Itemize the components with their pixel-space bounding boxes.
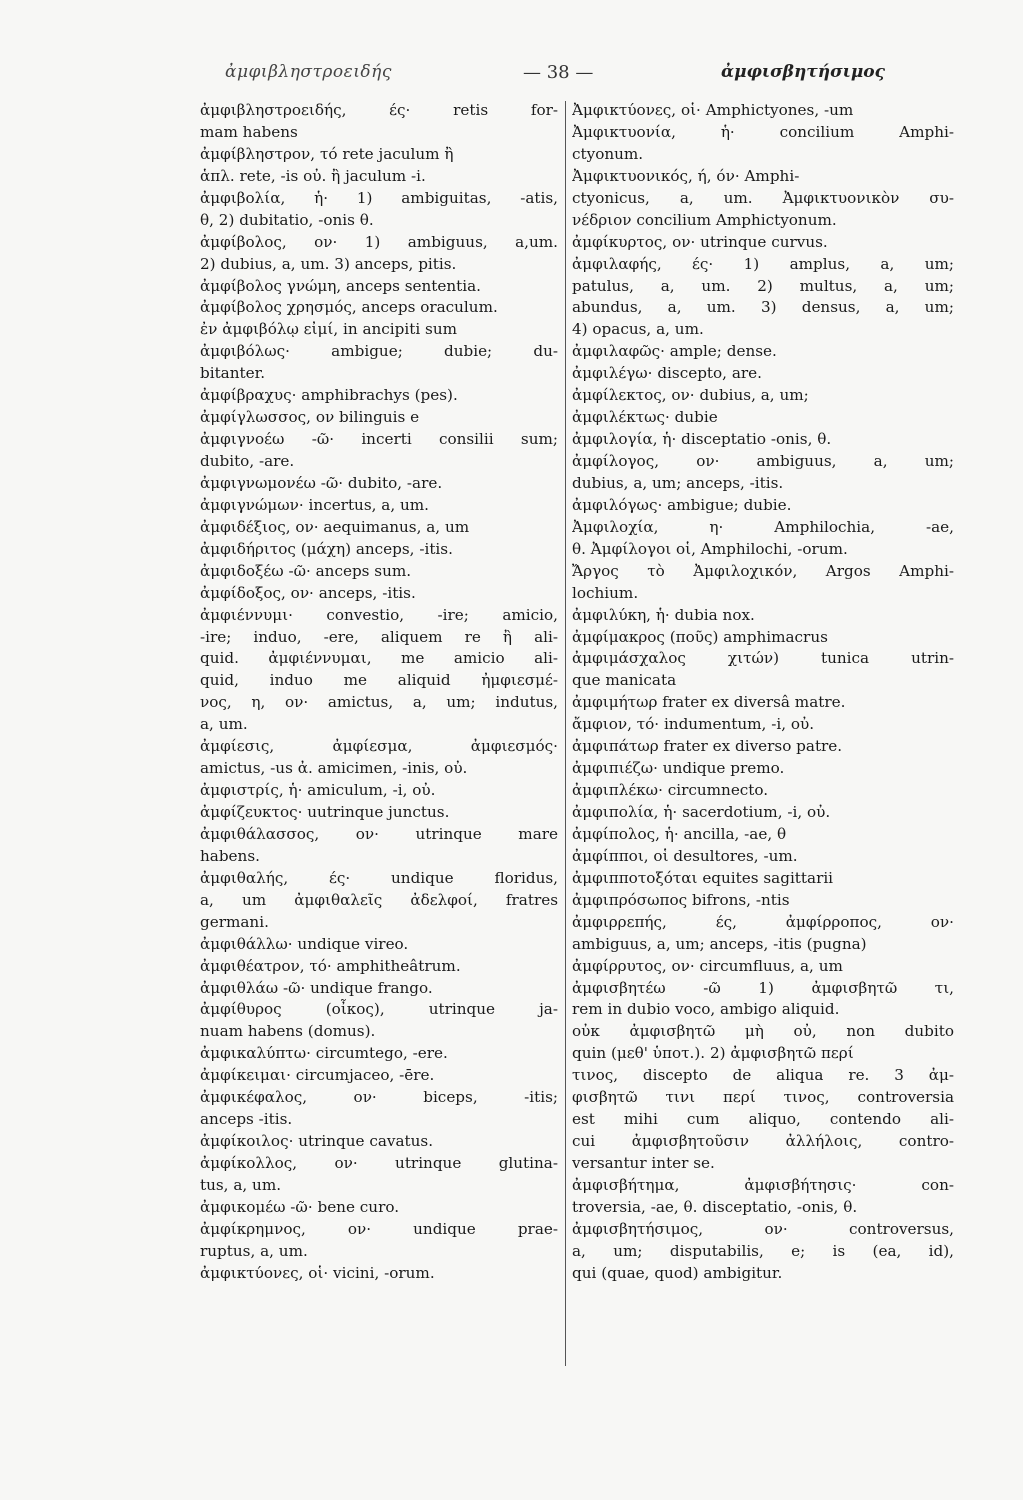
entry-line: ἀμφισβητήσιμος, ον· controversus,: [572, 1219, 954, 1238]
entry-line: 2) dubius, a, um. 3) anceps, pitis.: [200, 254, 457, 273]
entry-line: amictus, -us ἀ. amicimen, -inis, οὐ.: [200, 759, 468, 778]
entry-line: dubius, a, um; anceps, -itis.: [572, 473, 784, 492]
entry-line: habens.: [200, 846, 260, 865]
entry-line: abundus, a, um. 3) densus, a, um;: [572, 298, 954, 317]
entry-line: ἀμφίκυρτος, ον· utrinque curvus.: [572, 232, 828, 251]
entry-line: ἀμφιμάσχαλος χιτών) tunica utrin-: [572, 649, 954, 668]
entry-line: ἀμφιπρόσωπος bifrons, -ntis: [572, 890, 790, 909]
entry-line: ἀμφιγνωμονέω -ῶ· dubito, -are.: [200, 473, 443, 492]
entry-line: que manicata: [572, 671, 677, 690]
entry-line: ἀμφιρρεπής, ές, ἀμφίρροπος, ον·: [572, 912, 954, 931]
entry-line: ἀμφιλύκη, ἡ· dubia nox.: [572, 605, 755, 624]
entry-line: ἀμφίδοξος, ον· anceps, -itis.: [200, 583, 416, 602]
entry-line: ἀμφίβραχυς· amphibrachys (pes).: [200, 386, 458, 405]
entry-line: θ. Ἀμφίλογοι οἱ, Amphilochi, -orum.: [572, 539, 848, 558]
entry-line: ἀμφιπποτοξόται equites sagittarii: [572, 868, 834, 887]
entry-line: ἀμφιμήτωρ frater ex diversâ matre.: [572, 693, 846, 712]
entry-line: ἀμφιβόλως· ambigue; dubie; du-: [200, 342, 558, 361]
entry-line: ἀμφιπιέζω· undique premo.: [572, 759, 785, 778]
entry-line: ἀμφίβολος γνώμη, anceps sententia.: [200, 276, 482, 295]
entry-line: ctyonicus, a, um. Ἀμφικτυονικὸν συ-: [572, 188, 954, 207]
entry-line: patulus, a, um. 2) multus, a, um;: [572, 276, 954, 295]
entry-line: τινος, discepto de aliqua re. 3 ἀμ-: [572, 1066, 954, 1085]
entry-line: ἀμφιθάλλω· undique vireo.: [200, 934, 409, 953]
entry-line: ἀμφίπποι, οἱ desultores, -um.: [572, 846, 798, 865]
entry-line: ἀμφιλογία, ἡ· disceptatio -onis, θ.: [572, 430, 832, 449]
entry-line: ἀμφισβητέω -ῶ 1) ἀμφισβητῶ τι,: [572, 978, 954, 997]
right-column: [572, 100, 954, 1285]
entry-line: ἀμφιθαλής, ές· undique floridus,: [200, 868, 558, 887]
entry-line: ἀμφιβληστροειδής, ές· retis for-: [200, 101, 558, 119]
entry-line: ἀμφιγνώμων· incertus, a, um.: [200, 495, 429, 514]
page-number: — 38 —: [523, 62, 594, 83]
entry-line: ἀμφιδοξέω -ῶ· anceps sum.: [200, 561, 412, 580]
entry-line: ἀμφιπλέκω· circumnecto.: [572, 781, 769, 800]
entry-line: νέδριον concilium Amphictyonum.: [572, 210, 837, 229]
entry-line: nuam habens (domus).: [200, 1022, 376, 1041]
entry-line: qui (quae, quod) ambigitur.: [572, 1263, 783, 1282]
entry-line: ἐν ἀμφιβόλῳ εἰμί, in ancipiti sum: [200, 320, 458, 339]
header-right-catchword: ἀμφισβητήσιμος: [720, 62, 885, 82]
column-divider: [565, 101, 566, 1366]
entry-line: Ἀμφικτύονες, οἱ· Amphictyones, -um: [572, 101, 854, 119]
entry-line: ἀμφίκρημνος, ον· undique prae-: [200, 1219, 558, 1238]
entry-line: quin (μεθ' ὑποτ.). 2) ἀμφισβητῶ περί: [572, 1044, 854, 1063]
entry-line: ἀμφιδέξιος, ον· aequimanus, a, um: [200, 517, 470, 536]
entry-line: Ἀμφικτυονικός, ή, όν· Amphi-: [572, 166, 800, 185]
entry-line: ἀμφιπολία, ἡ· sacerdotium, -i, οὐ.: [572, 803, 831, 821]
entry-line: rem in dubio voco, ambigo aliquid.: [572, 1000, 840, 1019]
entry-line: ἀμφιθάλασσος, ον· utrinque mare: [200, 824, 558, 843]
entry-line: cui ἀμφισβητοῦσιν ἀλλήλοις, contro-: [572, 1132, 954, 1151]
entry-line: ἀμφισβήτημα, ἀμφισβήτησις· con-: [572, 1175, 954, 1194]
entry-line: ἀμφιθλάω -ῶ· undique frango.: [200, 978, 433, 997]
entry-line: θ, 2) dubitatio, -onis θ.: [200, 210, 374, 229]
entry-line: ἀμφιγνοέω -ῶ· incerti consilii sum;: [200, 430, 558, 449]
entry-line: νος, η, ον· amictus, a, um; indutus,: [200, 693, 558, 712]
entry-line: ctyonum.: [572, 144, 644, 163]
entry-line: 4) opacus, a, um.: [572, 320, 704, 339]
entry-line: quid, induo me aliquid ἠμφιεσμέ-: [200, 671, 558, 690]
entry-line: ἀμφίβολος, ον· 1) ambiguus, a,um.: [200, 232, 558, 251]
entry-line: οὐκ ἀμφισβητῶ μὴ οὐ, non dubito: [572, 1022, 954, 1041]
entry-line: ἀμφιβολία, ἡ· 1) ambiguitas, -atis,: [200, 188, 558, 207]
entry-line: ἀμφίρρυτος, ον· circumfluus, a, um: [572, 956, 843, 975]
left-column: [200, 100, 558, 1285]
entry-line: ἀμφιδήριτος (μάχη) anceps, -itis.: [200, 539, 453, 558]
entry-line: -ire; induo, -ere, aliquem re ἢ ali-: [200, 627, 558, 646]
entry-line: ἀμφίμακρος (ποῦς) amphimacrus: [572, 627, 828, 646]
entry-line: ἄμφιον, τό· indumentum, -i, οὐ.: [572, 715, 815, 734]
entry-line: a, um; disputabilis, e; is (ea, id),: [572, 1241, 954, 1260]
entry-line: dubito, -are.: [200, 452, 295, 470]
entry-line: ἀμφίβολος χρησμός, anceps oraculum.: [200, 298, 498, 317]
entry-line: ἀμφιπάτωρ frater ex diverso patre.: [572, 737, 843, 756]
entry-line: ἀμφικομέω -ῶ· bene curo.: [200, 1197, 400, 1216]
entry-line: Ἀμφικτυονία, ἡ· concilium Amphi-: [572, 122, 954, 141]
entry-line: ἀμφίκολλος, ον· utrinque glutina-: [200, 1154, 558, 1172]
entry-line: φισβητῶ τινι περί τινος, controversia: [572, 1088, 954, 1107]
entry-line: lochium.: [572, 583, 639, 602]
entry-line: ἀμφίβληστρον, τό rete jaculum ἢ: [200, 144, 454, 163]
running-head: [225, 62, 885, 92]
entry-line: ἀμφικέφαλος, ον· biceps, -itis;: [200, 1088, 558, 1107]
entry-line: ἀμφιλαφής, ές· 1) amplus, a, um;: [572, 254, 954, 273]
entry-line: bitanter.: [200, 364, 266, 383]
entry-line: ἀμφίλογος, ον· ambiguus, a, um;: [572, 452, 954, 470]
entry-line: ἀμφιλαφῶς· ample; dense.: [572, 342, 777, 361]
entry-line: ἀμφικαλύπτω· circumtego, -ere.: [200, 1044, 448, 1063]
entry-line: ἀμφιθέατρον, τό· amphitheâtrum.: [200, 956, 461, 975]
entry-line: a, um.: [200, 715, 248, 734]
entry-line: ἀμφίγλωσσος, ον bilinguis e: [200, 408, 420, 427]
entry-line: ἀμφίκειμαι· circumjaceo, -ēre.: [200, 1066, 435, 1085]
entry-line: ἁπλ. rete, -is οὐ. ἢ jaculum -i.: [200, 166, 426, 185]
entry-line: ἀμφίθυρος (οἶκος), utrinque ja-: [200, 1000, 558, 1019]
entry-line: ἀμφικτύονες, οἱ· vicini, -orum.: [200, 1263, 435, 1282]
entry-line: ἀμφίζευκτος· uutrinque junctus.: [200, 803, 450, 821]
entry-line: est mihi cum aliquo, contendo ali-: [572, 1110, 954, 1129]
entry-line: ἀμφίκοιλος· utrinque cavatus.: [200, 1132, 434, 1151]
entry-line: ἀμφιλέκτως· dubie: [572, 408, 718, 427]
entry-line: ἀμφιλέγω· discepto, are.: [572, 364, 762, 383]
entry-line: versantur inter se.: [572, 1154, 715, 1172]
entry-line: ἀμφίλεκτος, ον· dubius, a, um;: [572, 386, 809, 405]
entry-line: ἀμφιέννυμι· convestio, -ire; amicio,: [200, 605, 558, 624]
entry-line: mam habens: [200, 122, 298, 141]
entry-line: ἀμφιστρίς, ἡ· amiculum, -i, οὐ.: [200, 781, 436, 800]
header-left-catchword: ἀμφιβληστροειδής: [225, 62, 392, 82]
entry-line: tus, a, um.: [200, 1175, 282, 1194]
entry-line: ambiguus, a, um; anceps, -itis (pugna): [572, 934, 867, 953]
entry-line: troversia, -ae, θ. disceptatio, -onis, θ.: [572, 1197, 858, 1216]
entry-line: ἀμφιλόγως· ambigue; dubie.: [572, 495, 792, 514]
entry-line: germani.: [200, 912, 269, 931]
entry-line: ἀμφίεσις, ἀμφίεσμα, ἀμφιεσμός·: [200, 737, 558, 756]
entry-line: anceps -itis.: [200, 1110, 293, 1129]
entry-line: Ἄργος τὸ Ἀμφιλοχικόν, Argos Amphi-: [572, 561, 954, 580]
entry-line: ruptus, a, um.: [200, 1241, 308, 1260]
entry-line: ἀμφίπολος, ἡ· ancilla, -ae, θ: [572, 824, 787, 843]
entry-line: Ἀμφιλοχία, η· Amphilochia, -ae,: [572, 517, 954, 536]
entry-line: quid. ἀμφιέννυμαι, me amicio ali-: [200, 649, 558, 668]
entry-line: a, um ἀμφιθαλεῖς ἀδελφοί, fratres: [200, 890, 558, 909]
